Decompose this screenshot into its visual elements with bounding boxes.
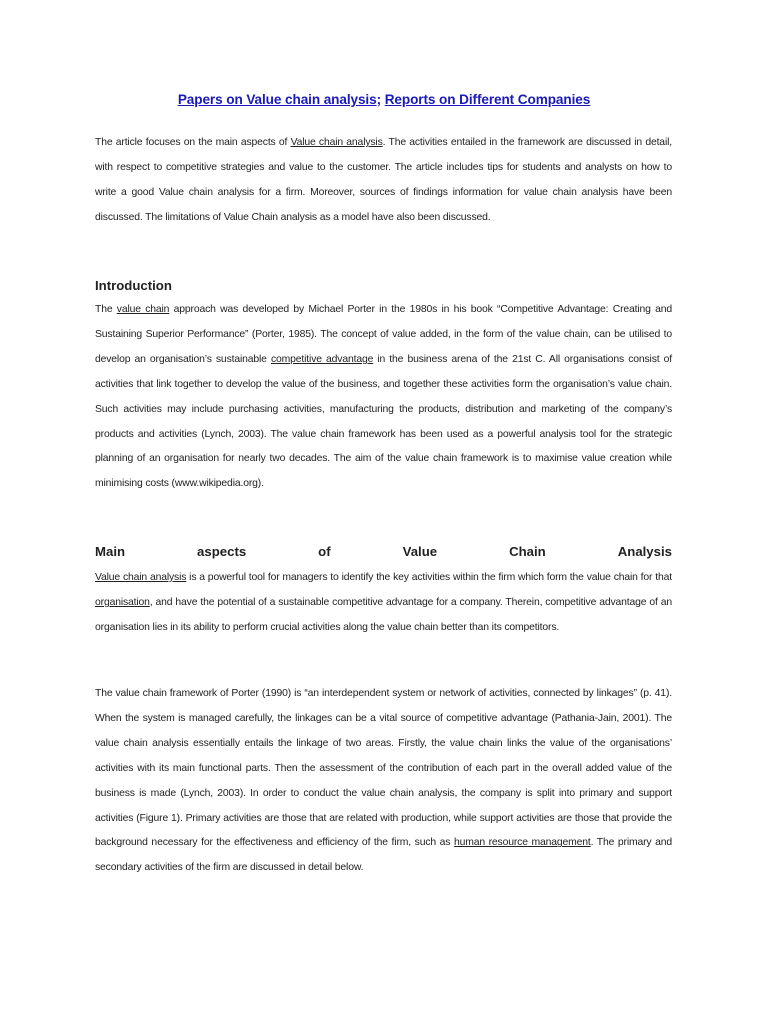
competitive-advantage-link[interactable]: competitive advantage <box>270 353 374 365</box>
main-aspects-paragraph-2 <box>95 682 672 881</box>
header-separator: ; <box>376 92 382 107</box>
p1-text-1: is a powerful tool for managers to identify the key activities within the firm which form the value chain for that <box>186 572 672 583</box>
p2-text-1: The value chain framework of Porter (1990) is “an interdependent system or network of activities, connected by linkages” (p. 41). When the system is managed carefully, the linkages can be a vital source of competitive advantage (Pathania-Jain, 2001). The value chain analysis essentially entails the linkage of two areas. Firstly, the value chain links the value of the organisations’ activities with its main functional parts. Then the assessment of the contribution of each part in the overall added value of the business is made (Lynch, 2003). In order to conduct the value chain analysis, the company is split into primary and support activities (Figure 1). Primary activities are those that are related with production, while support activities are those that provide the background necessary for the effectiveness and efficiency of the firm, such as <box>95 688 672 849</box>
heading-word: aspects <box>197 544 247 559</box>
heading-word: Analysis <box>617 544 672 559</box>
intro-text-3: in the business arena of the 21st C. All organisations consist of activities that link together to develop the value of the business, and together these activities form the organisation’s value chain. Such activities may include purchasing activities, manufacturing the products, distribution and marketing of the company’s products and activities (Lynch, 2003). The value chain framework has been used as a powerful analysis tool for the strategic planning of an organisation for nearly two decades. The aim of the value chain framework is to maximise value creation while minimising costs (www.wikipedia.org). <box>95 353 672 490</box>
abstract-text-2: . The activities entailed in the framework are discussed in detail, with respect to competitive strategies and value to the customer. The article includes tips for students and analysts on how to write a good Value chain analysis for a firm. Moreover, sources of findings information for value chain analysis have been discussed. The limitations of Value Chain analysis as a model have also been discussed. <box>95 137 672 223</box>
abstract-paragraph <box>95 131 672 231</box>
value-chain-analysis-link[interactable]: Value chain analysis <box>290 137 383 148</box>
heading-word: of <box>318 544 331 559</box>
heading-word: Main <box>95 544 126 559</box>
p1-text-2: , and have the potential of a sustainable competitive advantage for a company. Therein, competitive advantage of an organisation lies in its ability to perform crucial activities along the value chain better than its competitors. <box>95 596 672 633</box>
introduction-paragraph <box>95 298 672 497</box>
main-aspects-heading <box>95 544 672 559</box>
reports-link[interactable]: Reports on Different Companies <box>384 92 591 107</box>
organisation-link[interactable]: organisation <box>95 596 150 608</box>
intro-text-2: approach was developed by Michael Porter in the 1980s in his book “Competitive Advantage: Creating and Sustaining Superior Performance” (Porter, 1985). The concept of value added, in the form of the value chain, can be utilised to develop an organisation’s sustainable <box>95 304 673 365</box>
p2-text-2: . The primary and secondary activities of the firm are discussed in detail below. <box>95 837 672 874</box>
main-aspects-paragraph-1 <box>95 566 672 641</box>
value-chain-analysis-link-2[interactable]: Value chain analysis <box>95 572 187 583</box>
papers-link[interactable]: Papers on Value chain analysis <box>177 92 377 107</box>
introduction-heading: Introduction <box>95 278 172 293</box>
abstract-text-1: The article focuses on the main aspects of <box>95 137 291 148</box>
heading-word: Chain <box>509 544 546 559</box>
heading-word: Value <box>402 544 438 559</box>
header-links <box>0 92 768 107</box>
value-chain-link[interactable]: value chain <box>116 304 170 315</box>
human-resource-management-link[interactable]: human resource management <box>453 837 591 849</box>
intro-text-1: The <box>95 304 117 315</box>
